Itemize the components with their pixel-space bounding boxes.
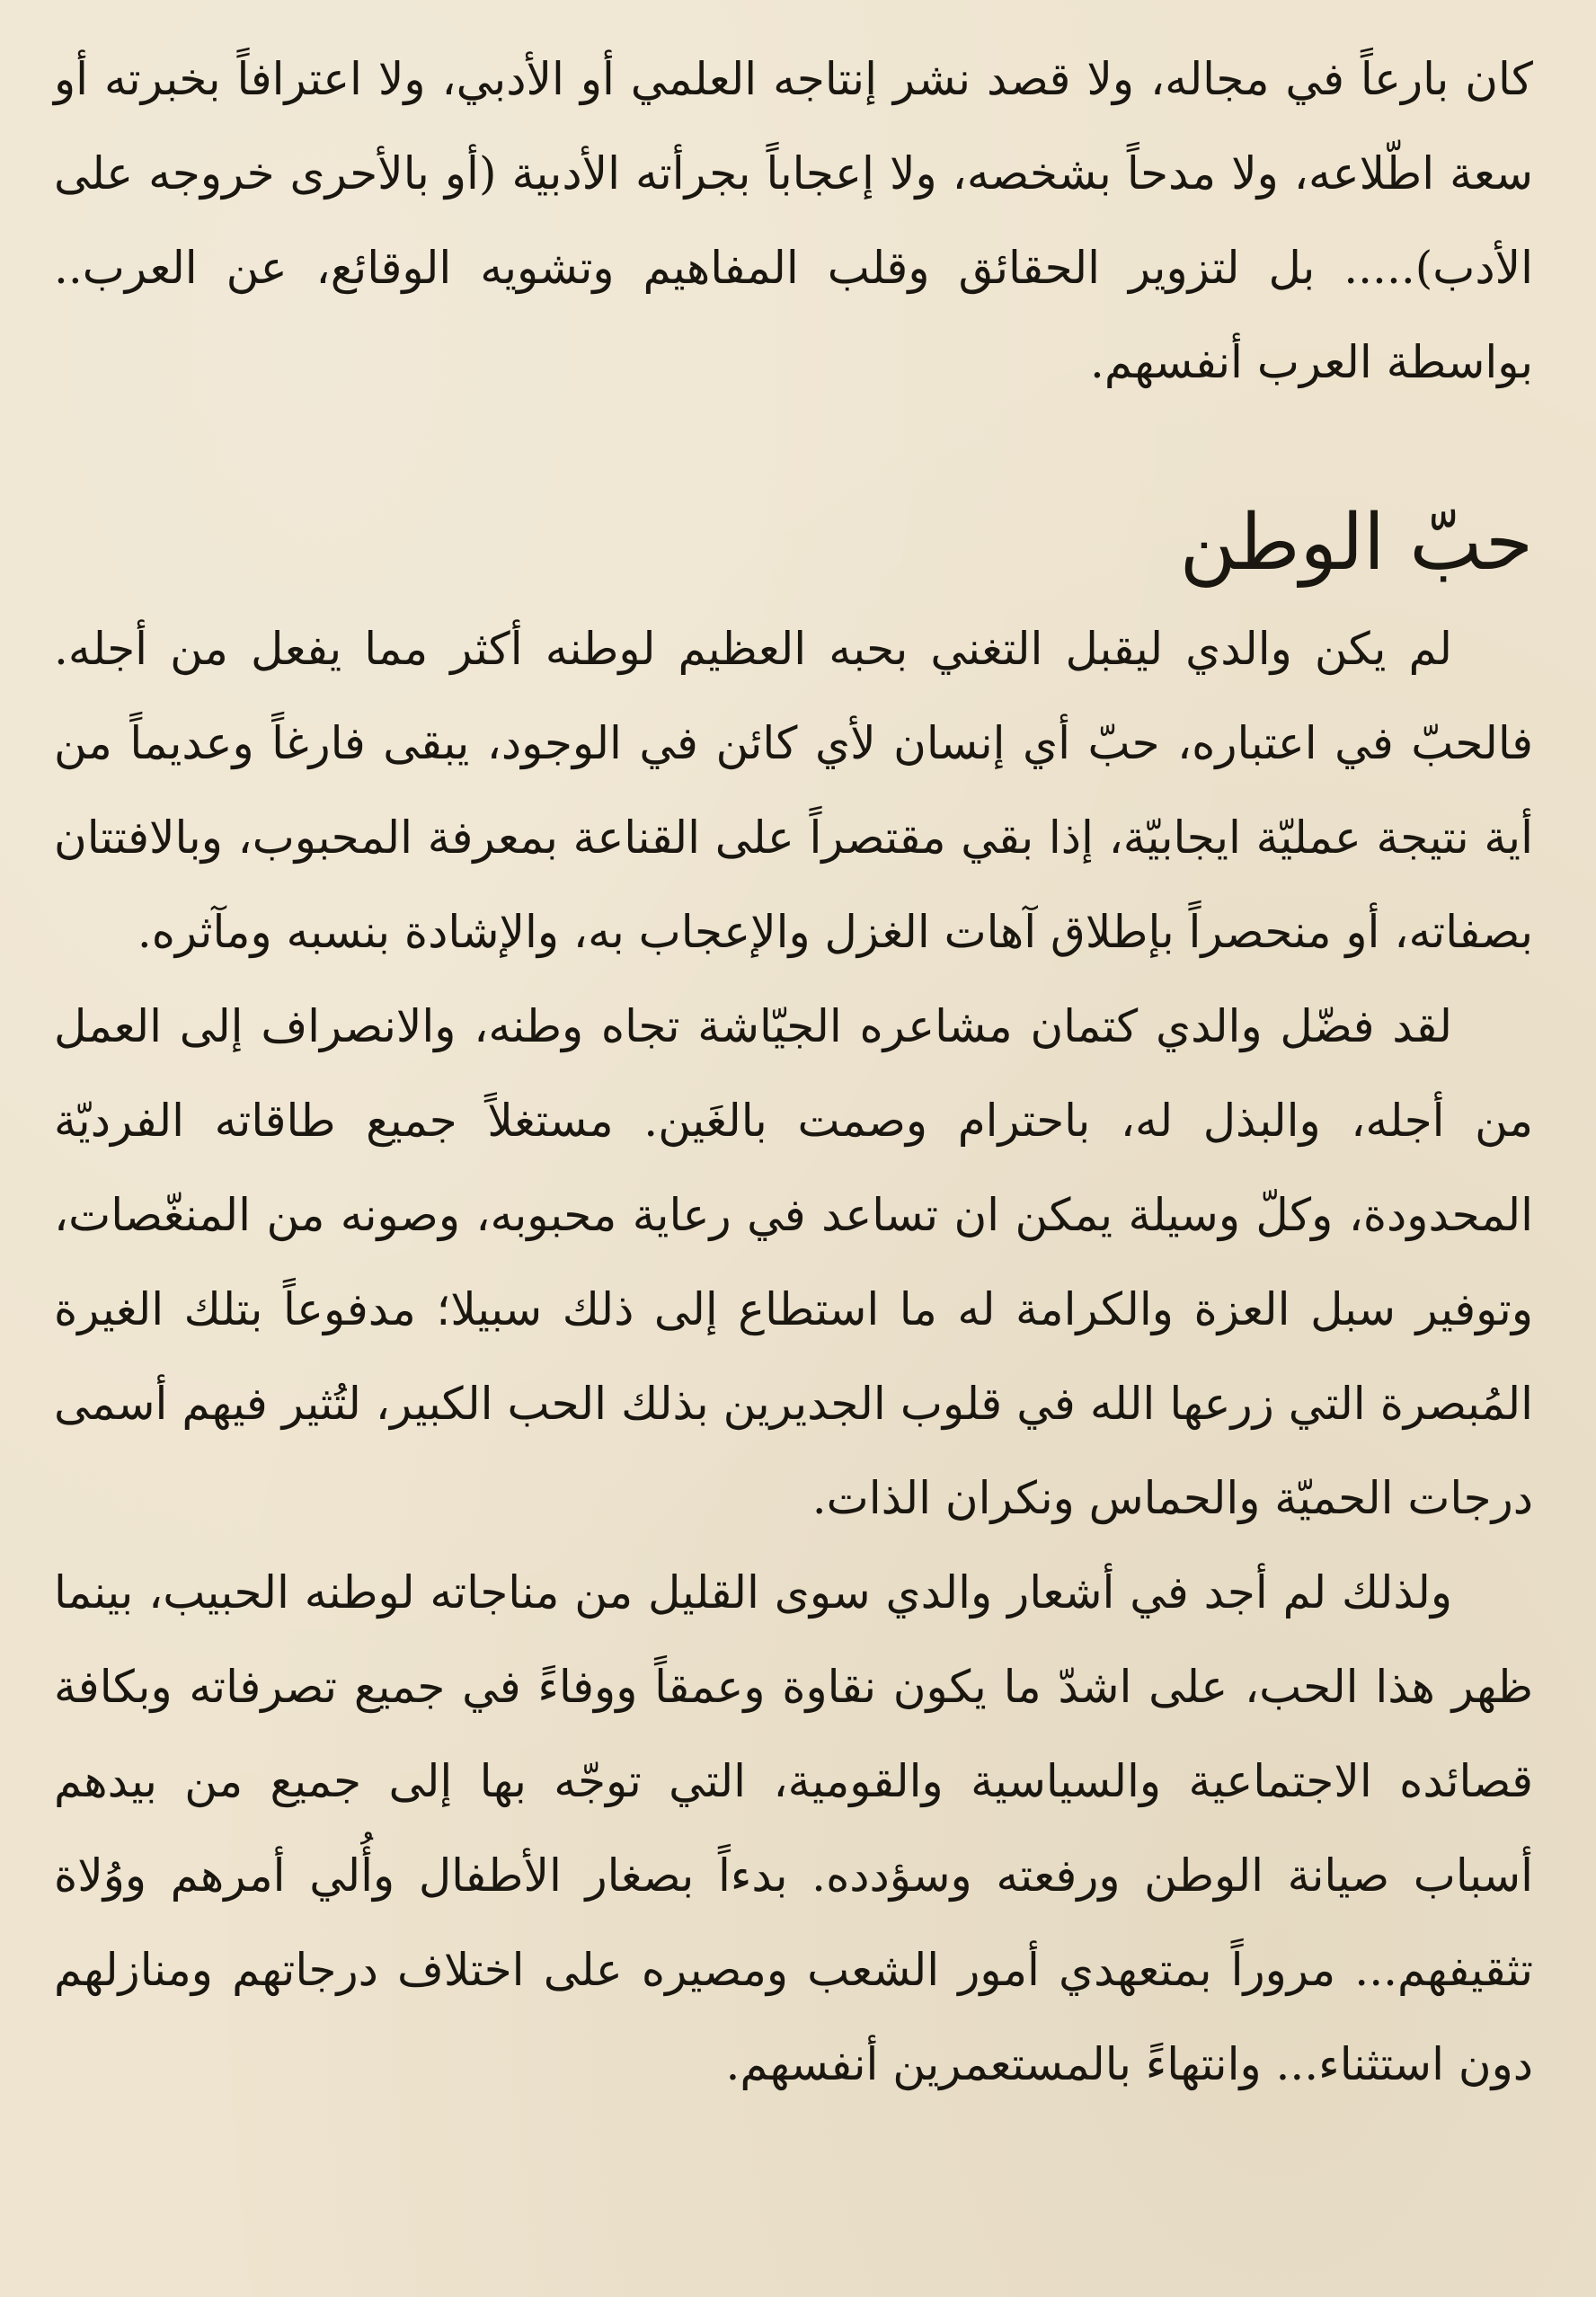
paragraph-2: لقد فضّل والدي كتمان مشاعره الجيّاشة تجاه وطنه، والانصراف إلى العمل من أجله، والبذل له، باحترام وصمت بالغَين. مستغلاً جميع طاقاته الفرديّة المحدودة، وكلّ وسيلة يمكن ان تساعد في رعاية محبوبه، وصونه من المنغّصات، وتوفير سبل العزة والكرامة له ما استطاع إلى ذلك سبيلا؛ مدفوعاً بتلك الغيرة المُبصرة التي زرعها الله في قلوب الجديرين بذلك الحب الكبير، لتُثير فيهم أسمى درجات الحميّة والحماس ونكران الذات. [54, 1000, 1533, 1524]
paragraph-3: ولذلك لم أجد في أشعار والدي سوى القليل من مناجاته لوطنه الحبيب، بينما ظهر هذا الحب، على اشدّ ما يكون نقاوة وعمقاً ووفاءً في جميع تصرفاته وبكافة قصائده الاجتماعية والسياسية والقومية، التي توجّه بها إلى جميع من بيدهم أسباب صيانة الوطن ورفعته وسؤدده. بدءاً بصغار الأطفال وأُلي أمرهم ووُلاة تثقيفهم... مروراً بمتعهدي أمور الشعب ومصيره على اختلاف درجاتهم ومنازلهم دون استثناء... وانتهاءً بالمستعمرين أنفسهم. [54, 1566, 1533, 2090]
intro-paragraph: كان بارعاً في مجاله، ولا قصد نشر إنتاجه العلمي أو الأدبي، ولا اعترافاً بخبرته أو سعة اطّلاعه، ولا مدحاً بشخصه، ولا إعجاباً بجرأته الأدبية (أو بالأحرى خروجه على الأدب)..... بل لتزوير الحقائق وقلب المفاهيم وتشويه الوقائع، عن العرب.. بواسطة العرب أنفسهم. [54, 53, 1533, 388]
paragraph-1: لم يكن والدي ليقبل التغني بحبه العظيم لوطنه أكثر مما يفعل من أجله. فالحبّ في اعتباره، حبّ أي إنسان لأي كائن في الوجود، يبقى فارغاً وعديماً من أية نتيجة عمليّة ايجابيّة، إذا بقي مقتصراً على القناعة بمعرفة المحبوب، وبالافتتان بصفاته، أو منحصراً بإطلاق آهات الغزل والإعجاب به، والإشادة بنسبه ومآثره. [54, 623, 1533, 958]
section-title: حبّ الوطن [1179, 498, 1533, 588]
